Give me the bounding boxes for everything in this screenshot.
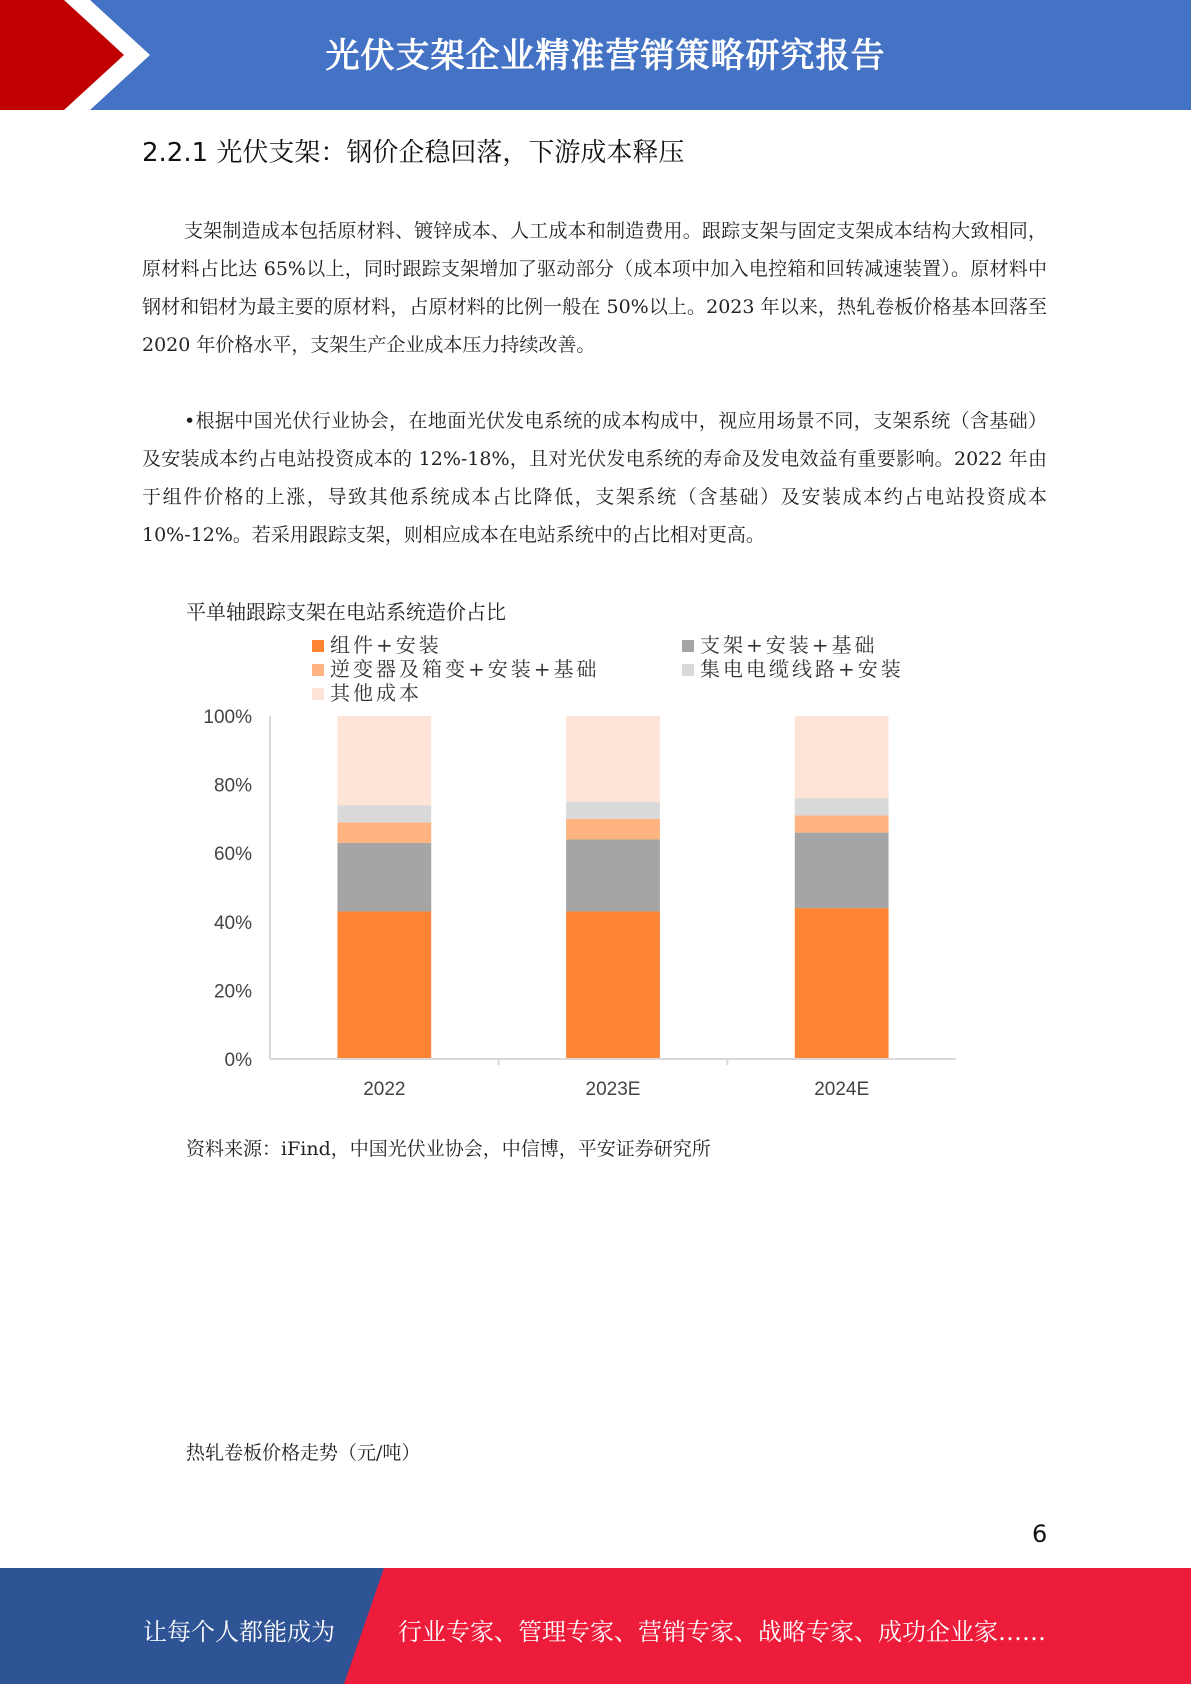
- bar-segment: [795, 798, 889, 815]
- legend-swatch: [312, 664, 324, 676]
- bar-segment: [795, 908, 889, 1059]
- y-axis: [203, 707, 270, 1071]
- footer-slogan-left: 让每个人都能成为: [143, 1618, 335, 1646]
- bar-segment: [795, 716, 889, 798]
- y-tick-label: 80%: [213, 775, 252, 797]
- bar-segment: [566, 819, 660, 840]
- report-title: 光伏支架企业精准营销策略研究报告: [325, 36, 886, 76]
- bar-segment: [337, 843, 431, 912]
- bar-segment: [566, 716, 660, 802]
- chart-bars: [337, 716, 888, 1059]
- y-tick-label: 100%: [203, 707, 252, 728]
- bar-segment: [566, 839, 660, 911]
- header-banner: [0, 0, 1191, 110]
- next-chart-title: 热轧卷板价格走势（元/吨）: [186, 1442, 421, 1464]
- x-axis: [270, 1059, 956, 1098]
- page-number: 6: [1032, 1520, 1048, 1548]
- legend-swatch: [312, 640, 324, 652]
- legend-label: 集电电缆线路+安装: [700, 657, 904, 681]
- x-tick-label: 2023E: [585, 1079, 641, 1098]
- bar-segment: [795, 833, 889, 908]
- stacked-bar-chart: [180, 628, 970, 1098]
- legend-label: 逆变器及箱变+安装+基础: [330, 657, 600, 681]
- legend-label: 支架+安装+基础: [700, 633, 878, 657]
- footer-slogan-right: 行业专家、管理专家、营销专家、战略专家、成功企业家……: [398, 1618, 1046, 1646]
- bar-segment: [566, 912, 660, 1059]
- body-paragraph: 支架制造成本包括原材料、镀锌成本、人工成本和制造费用。跟踪支架与固定支架成本结构大致相同，原材料占比达 65%以上，同时跟踪支架增加了驱动部分（成本项中加入电控箱和回转减速装置）。原材料中钢材和铝材为最主要的原材料，占原材料的比例一般在 50%以上。2023 年以来，热轧卷板价格基本回落至 2020 年价格水平，支架生产企业成本压力持续改善。: [142, 220, 1047, 356]
- bar-segment: [337, 822, 431, 843]
- section-heading: 2.2.1 光伏支架：钢价企稳回落，下游成本释压: [142, 138, 685, 168]
- y-tick-label: 0%: [224, 1050, 252, 1071]
- y-tick-label: 40%: [213, 912, 252, 934]
- bar-segment: [795, 815, 889, 832]
- bar-segment: [337, 912, 431, 1059]
- y-tick-label: 20%: [213, 981, 252, 1003]
- bar-segment: [566, 802, 660, 819]
- body-paragraph: •根据中国光伏行业协会，在地面光伏发电系统的成本构成中，视应用场景不同，支架系统（含基础）及安装成本约占电站投资成本的 12%-18%，且对光伏发电系统的寿命及发电效益有重要影响。2022 年由于组件价格的上涨，导致其他系统成本占比降低，支架系统（含基础）及安装成本约占电站投资成本 10%-12%。若采用跟踪支架，则相应成本在电站系统中的占比相对更高。: [142, 410, 1047, 546]
- y-tick-label: 60%: [213, 844, 252, 866]
- chart-legend: [312, 633, 904, 705]
- legend-label: 其他成本: [330, 681, 422, 705]
- legend-label: 组件+安装: [330, 633, 442, 657]
- x-tick-label: 2022: [363, 1079, 406, 1098]
- chart-title: 平单轴跟踪支架在电站系统造价占比: [186, 600, 506, 624]
- x-tick-label: 2024E: [814, 1079, 870, 1098]
- legend-swatch: [682, 664, 694, 676]
- bar-segment: [337, 716, 431, 805]
- legend-swatch: [682, 640, 694, 652]
- chart-source-note: 资料来源：iFind，中国光伏业协会，中信博，平安证券研究所: [186, 1138, 711, 1160]
- legend-swatch: [312, 688, 324, 700]
- bar-segment: [337, 805, 431, 822]
